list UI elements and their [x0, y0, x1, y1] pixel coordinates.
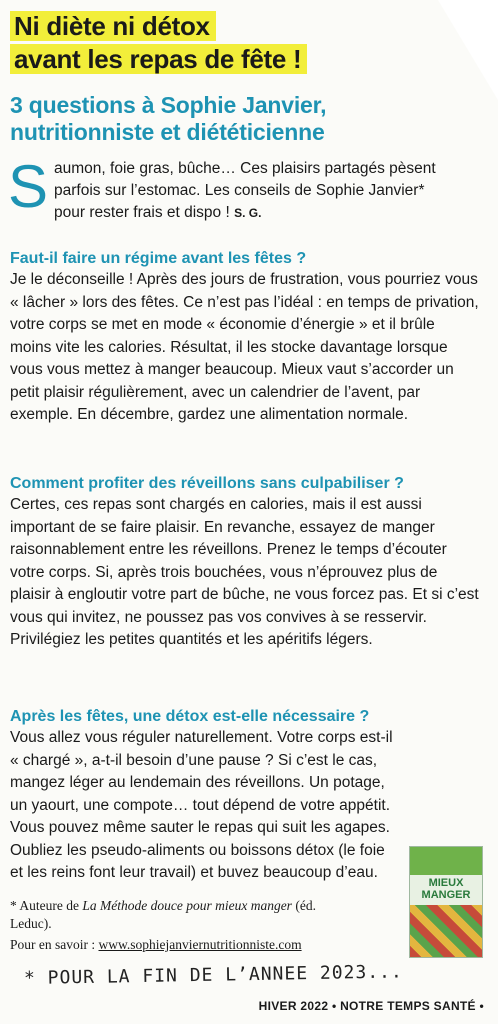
question-2: Comment profiter des réveillons sans culpabiliser ? [10, 475, 404, 492]
headline [10, 10, 307, 76]
more-info-line [10, 937, 410, 953]
qa-section-2 [10, 473, 480, 652]
footnote-suffix: (éd. Leduc). [10, 898, 316, 931]
issue-footer: HIVER 2022 • NOTRE TEMPS SANTÉ • [258, 999, 484, 1013]
question-1: Faut-il faire un régime avant les fêtes ? [10, 250, 307, 267]
headline-line-2: avant les repas de fête ! [10, 44, 307, 74]
author-footnote [10, 897, 340, 933]
answer-2: Certes, ces repas sont chargés en calories, mais il est aussi important de se faire plaisir. En revanche, essayez de manger raisonnablement entre les réveillons. Prenez le temps d’écouter votre corps. Si, après trois bouchées, vous n’éprouvez plus de plaisir à engloutir votre part de bûche, ne vous forcez pas. Et si c’est vous qui invitez, ne poussez pas vos convives à se resservir. Privilégiez les petites quantités et les apéritifs légers. [10, 496, 479, 648]
subheadline [10, 92, 450, 146]
website-link[interactable]: www.sophiejanviernutritionniste.com [98, 937, 302, 952]
subheadline-line-2: nutritionniste et diététicienne [10, 119, 325, 145]
byline: S. G. [234, 206, 262, 220]
footnote-prefix: * Auteure de [10, 898, 83, 913]
headline-line-1: Ni diète ni détox [10, 11, 216, 41]
book-cover-title: MIEUX MANGER [421, 877, 471, 901]
handwritten-note: * POUR LA FIN DE L’ANNEE 2023... [23, 961, 403, 990]
book-title: La Méthode douce pour mieux manger [82, 898, 292, 913]
subheadline-line-1: 3 questions à Sophie Janvier, [10, 92, 327, 118]
qa-section-3 [10, 706, 402, 885]
torn-corner [438, 0, 498, 100]
book-cover-image [409, 846, 483, 958]
intro-text: aumon, foie gras, bûche… Ces plaisirs partagés pèsent parfois sur l’estomac. Les conseils de Sophie Janvier* pour rester frais et dispo ! [54, 160, 436, 221]
question-3: Après les fêtes, une détox est-elle nécessaire ? [10, 708, 370, 725]
answer-3: Vous allez vous réguler naturellement. Votre corps est-il « chargé », a-t-il besoin d’une pause ? Si c’est le cas, mangez léger au lendemain des réveillons. Un potage, un yaourt, une compote… tout dépend de votre appétit. Vous pouvez même sauter le repas qui suit les agapes. Oubliez les pseudo-aliments ou boissons détox (le foie et les reins font leur travail) et buvez beaucoup d’eau. [10, 729, 393, 881]
intro-paragraph [8, 153, 442, 224]
qa-section-1 [10, 248, 480, 427]
answer-1: Je le déconseille ! Après des jours de frustration, vous pourriez vous « lâcher » lors des fêtes. Ce n’est pas l’idéal : en temps de privation, votre corps se met en mode « économie d’énergie » et il brûle moins vite les calories. Résultat, il les stocke davantage lorsque vous vous mettez à manger beaucoup. Mieux vaut s’accorder un petit plaisir régulièrement, avec un calendrier de l’avent, par exemple. En décembre, gardez une alimentation normale. [10, 271, 479, 423]
more-info-label: Pour en savoir : [10, 937, 99, 952]
drop-cap: S [8, 153, 49, 220]
